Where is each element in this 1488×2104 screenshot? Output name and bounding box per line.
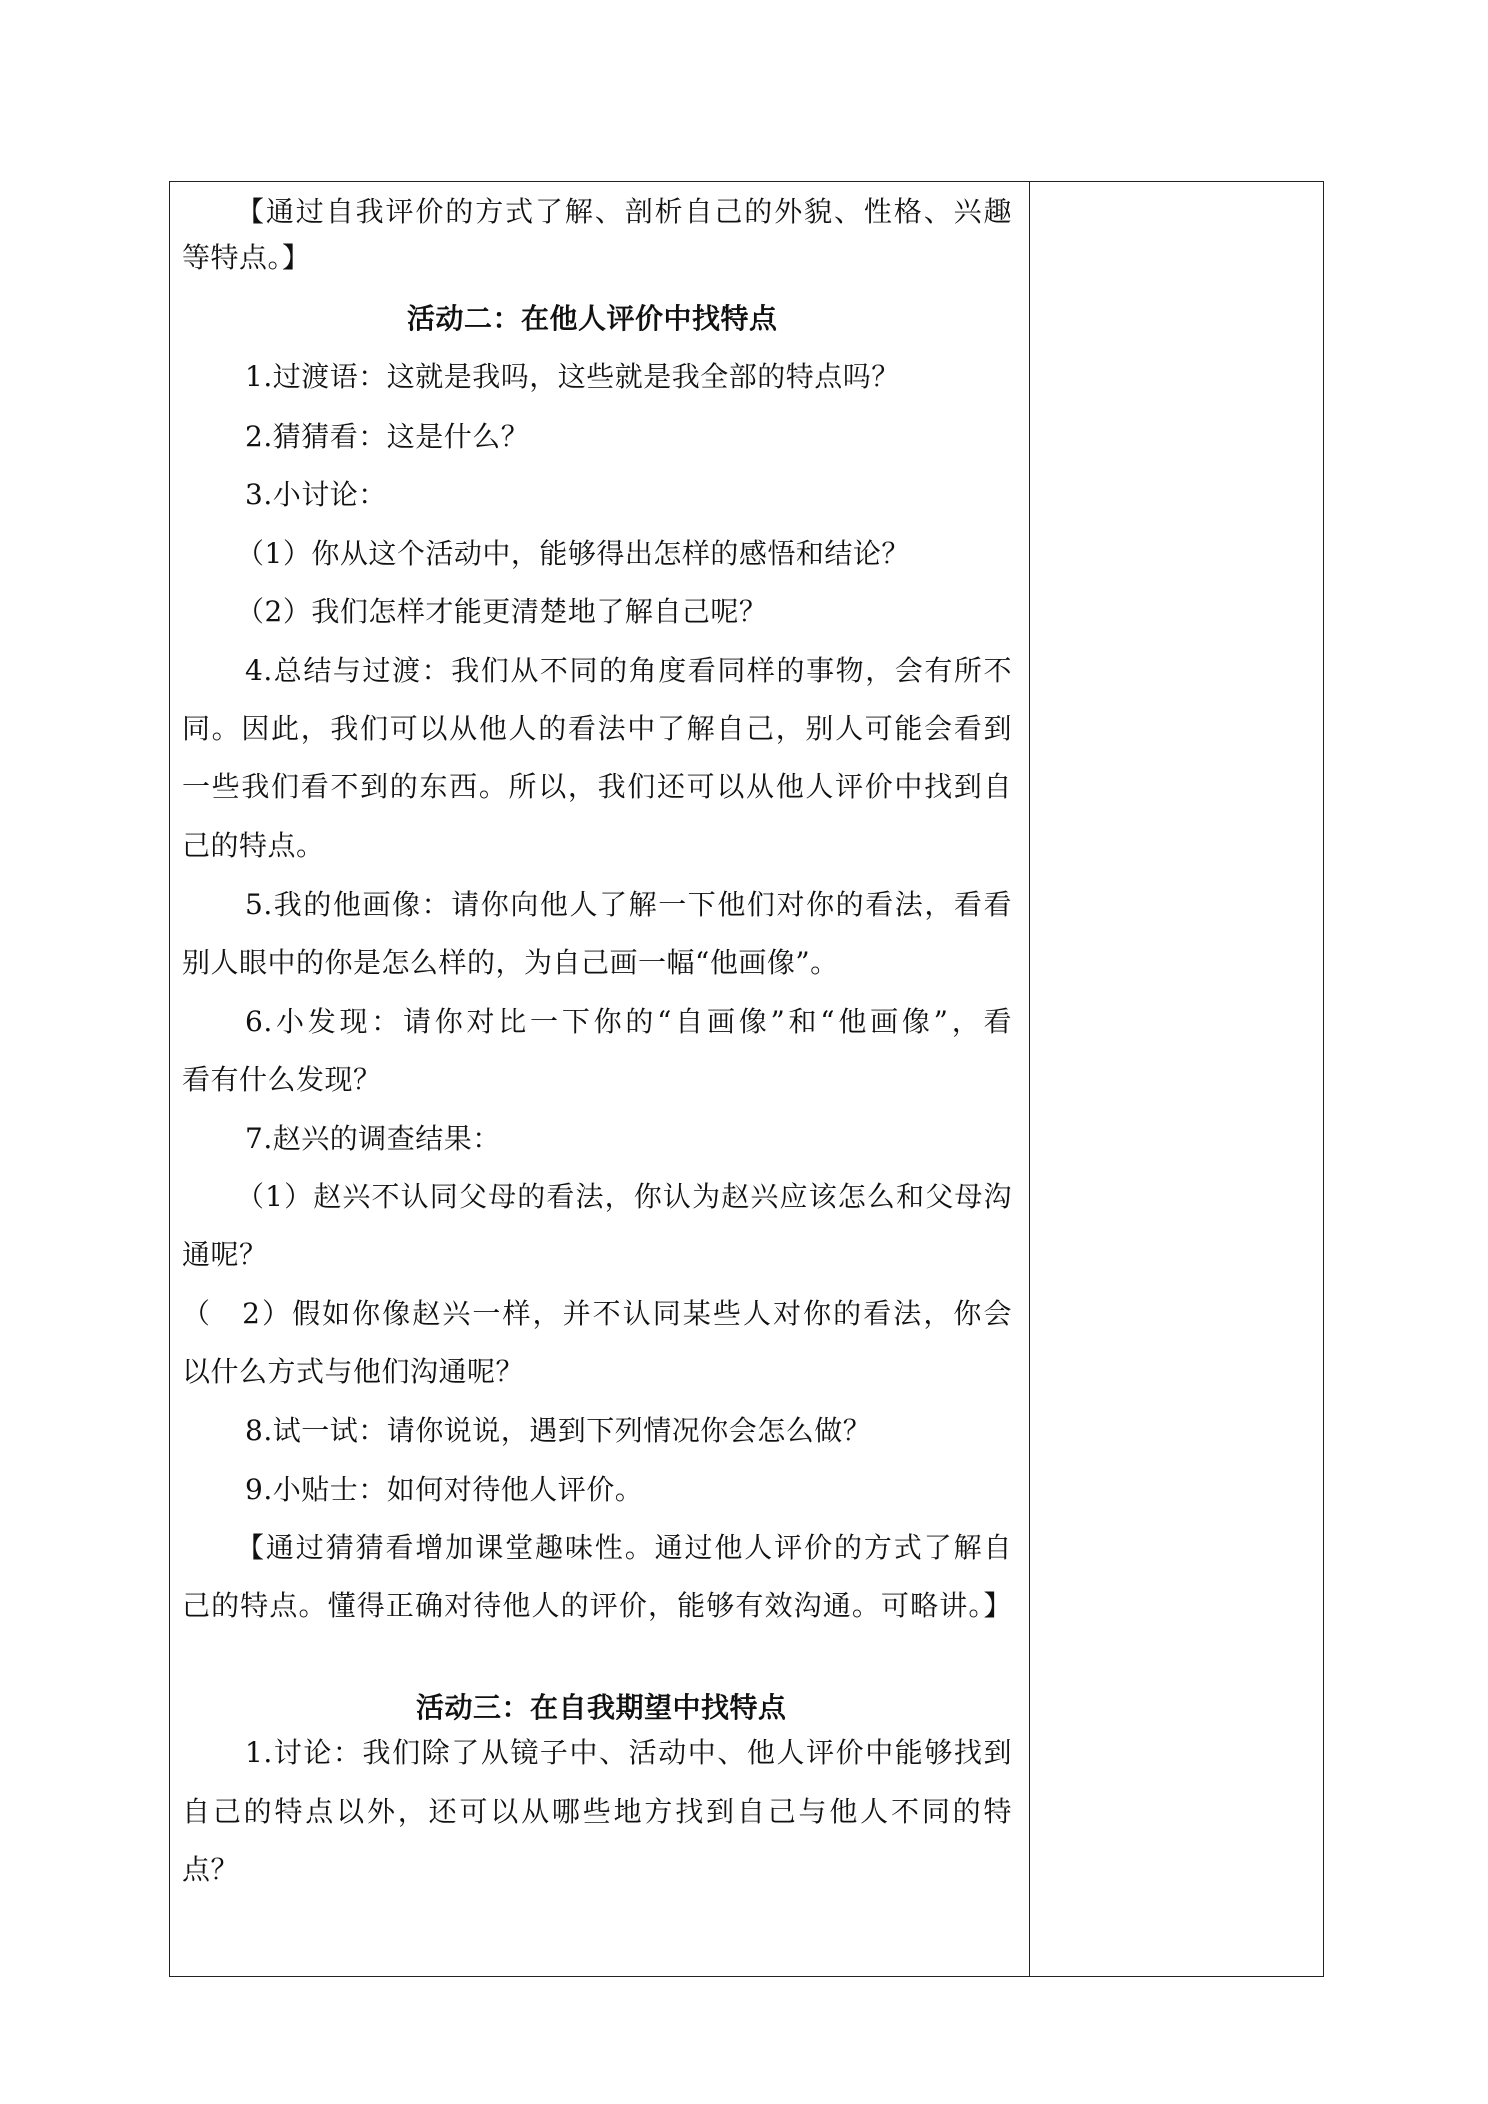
text-line: 同。因此，我们可以从他人的看法中了解自己，别人可能会看到	[182, 712, 1012, 745]
text-line: 【通过猜猜看增加课堂趣味性。通过他人评价的方式了解自	[236, 1531, 1012, 1564]
text-line: 自己的特点以外，还可以从哪些地方找到自己与他人不同的特	[182, 1795, 1012, 1828]
text-line: （2）我们怎样才能更清楚地了解自己呢？	[236, 595, 768, 628]
text-line: 2.猜猜看：这是什么？	[245, 420, 530, 453]
text-line: 己的特点。	[182, 829, 325, 862]
text-line: 9.小贴士：如何对待他人评价。	[245, 1473, 644, 1506]
text-line: 别人眼中的你是怎么样的，为自己画一幅“他画像”。	[182, 946, 839, 979]
text-line: 通呢？	[182, 1238, 268, 1271]
text-line: 一些我们看不到的东西。所以，我们还可以从他人评价中找到自	[182, 770, 1012, 803]
text-line: 以什么方式与他们沟通呢？	[182, 1355, 525, 1388]
column-divider	[1029, 182, 1030, 1976]
text-line: 1.讨论：我们除了从镜子中、活动中、他人评价中能够找到	[245, 1736, 1012, 1769]
text-line: 6.小发现：请你对比一下你的“自画像”和“他画像”，看	[245, 1005, 1012, 1038]
lesson-table	[169, 181, 1324, 1977]
text-line: 5.我的他画像：请你向他人了解一下他们对你的看法，看看	[245, 888, 1012, 921]
activity-3-heading: 活动三：在自我期望中找特点	[416, 1691, 787, 1724]
text-line: 8.试一试：请你说说，遇到下列情况你会怎么做？	[245, 1414, 872, 1447]
text-line: 1.过渡语：这就是我吗，这些就是我全部的特点吗？	[245, 360, 900, 393]
activity-2-heading: 活动二：在他人评价中找特点	[407, 302, 778, 335]
text-line: 【通过自我评价的方式了解、剖析自己的外貌、性格、兴趣	[236, 195, 1012, 228]
text-line: 等特点。】	[182, 241, 311, 274]
text-line: 4.总结与过渡：我们从不同的角度看同样的事物，会有所不	[245, 654, 1012, 687]
text-line: （1）你从这个活动中，能够得出怎样的感悟和结论？	[236, 537, 910, 570]
text-line: （1）赵兴不认同父母的看法，你认为赵兴应该怎么和父母沟	[236, 1180, 1012, 1213]
text-line: 看有什么发现？	[182, 1063, 382, 1096]
text-line: 3.小讨论：	[245, 478, 387, 511]
text-line: 己的特点。懂得正确对待他人的评价，能够有效沟通。可略讲。】	[182, 1589, 1012, 1622]
text-line: （ 2）假如你像赵兴一样，并不认同某些人对你的看法，你会	[182, 1297, 1012, 1330]
text-line: 点？	[182, 1853, 240, 1886]
notes-cell	[1031, 182, 1323, 1976]
text-line: 7.赵兴的调查结果：	[245, 1122, 501, 1155]
lesson-content-cell	[182, 182, 1020, 1976]
